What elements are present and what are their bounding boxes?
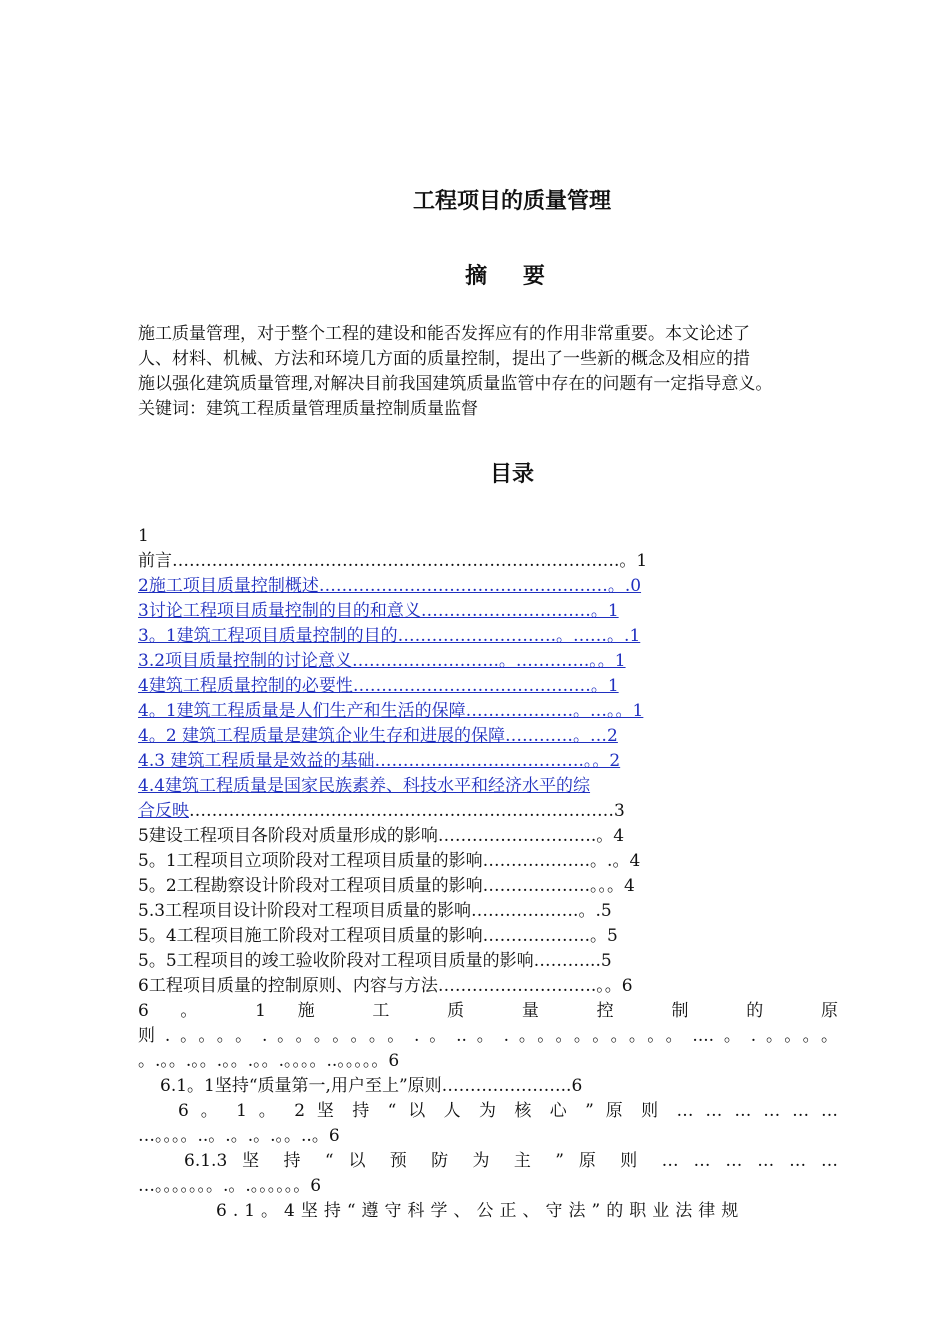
- abstract-line: 施工质量管理，对于整个工程的建设和能否发挥应有的作用非常重要。本文论述了: [138, 324, 750, 344]
- toc-entry: 5。2工程勘察设计阶段对工程项目质量的影响……………….。。。4: [138, 876, 635, 896]
- toc-entry: 6.1。1坚持“质量第一,用户至上”原则…………………..6: [160, 1076, 583, 1096]
- toc-entry: 6.1。4坚持“遵守科学、公正、守法”的职业法律规: [216, 1201, 745, 1221]
- toc-link[interactable]: 2施工项目质量控制概述……………………………………………。.0: [138, 576, 642, 596]
- toc-entry[interactable]: [138, 799, 838, 824]
- toc-link[interactable]: 4.4建筑工程质量是国家民族素养、科技水平和经济水平的综: [138, 776, 591, 796]
- toc-link[interactable]: 4。1建筑工程质量是人们生产和生活的保障……………….。…。。1: [138, 701, 644, 721]
- toc-link[interactable]: 3.2项目质量控制的讨论意义……………………..。………….。。1: [138, 651, 626, 671]
- toc-entry: 5。5工程项目的竣工验收阶段对工程项目质量的影响………...5: [138, 951, 612, 971]
- toc-entry: 5建设工程项目各阶段对质量形成的影响……………………….。4: [138, 826, 625, 846]
- toc-link[interactable]: 4.3 建筑工程质量是效益的基础……………………………….。。2: [138, 751, 621, 771]
- document-title: 工程项目的质量管理: [412, 189, 611, 214]
- abstract-line: 人、材料、机械、方法和环境几方面的质量控制，提出了一些新的概念及相应的措: [138, 349, 750, 369]
- toc-link-part[interactable]: 合反映: [138, 801, 189, 821]
- toc-leader: …………………………………………………………………3: [189, 801, 625, 821]
- toc-heading: 目录: [489, 462, 534, 487]
- toc-entry: 5。1工程项目立项阶段对工程项目质量的影响……………….。.。4: [138, 851, 641, 871]
- toc-entry: 6 。 1 施 工 质 量 控 制 的 原: [138, 1001, 838, 1021]
- toc-link[interactable]: 4建筑工程质量控制的必要性……………………………………。1: [138, 676, 619, 696]
- toc-entry: 则.。。。。.。。。。。。。.。..。.。。。。。。。。。....。.。。。。: [138, 1026, 838, 1046]
- toc-entry: …。。。。..。.。.。.。。..。6: [138, 1126, 340, 1146]
- toc-entry: 5。4工程项目施工阶段对工程项目质量的影响……………….。5: [138, 926, 618, 946]
- keywords-line: 关键词：建筑工程质量管理质量控制质量监督: [138, 399, 478, 419]
- toc-entry: 。.。。.。。.。。.。。.。。。。..。。。。。6: [138, 1051, 400, 1071]
- toc-entry: 1: [138, 526, 149, 546]
- toc-entry: 6 。 1 。 2 坚 持 “ 以 人 为 核 心 ” 原 则 … … … … … …: [178, 1101, 838, 1121]
- toc-link[interactable]: 4。2 建筑工程质量是建筑企业生存和进展的保障…………。…2: [138, 726, 618, 746]
- abstract-heading: 摘 要: [465, 264, 559, 289]
- toc-link[interactable]: 3讨论工程项目质量控制的目的和意义…………………………。1: [138, 601, 619, 621]
- toc-entry: 前言…………………………………………………………………….。1: [138, 551, 648, 571]
- toc-link[interactable]: 3。1建筑工程项目质量控制的目的……………………….。……。.1: [138, 626, 641, 646]
- toc-entry: 6工程项目质量的控制原则、内容与方法……………………….。。6: [138, 976, 633, 996]
- toc-entry: 5.3工程项目设计阶段对工程项目质量的影响……………….。.5: [138, 901, 612, 921]
- toc-entry: …。。。。。。。.。.。。。。。。6: [138, 1176, 322, 1196]
- toc-entry: 6.1.3 坚 持 “ 以 预 防 为 主 ” 原 则 … … … … … …: [184, 1151, 838, 1171]
- abstract-body: [138, 322, 858, 422]
- table-of-contents: [138, 524, 838, 1224]
- abstract-line: 施以强化建筑质量管理,对解决目前我国建筑质量监管中存在的问题有一定指导意义。: [138, 374, 773, 394]
